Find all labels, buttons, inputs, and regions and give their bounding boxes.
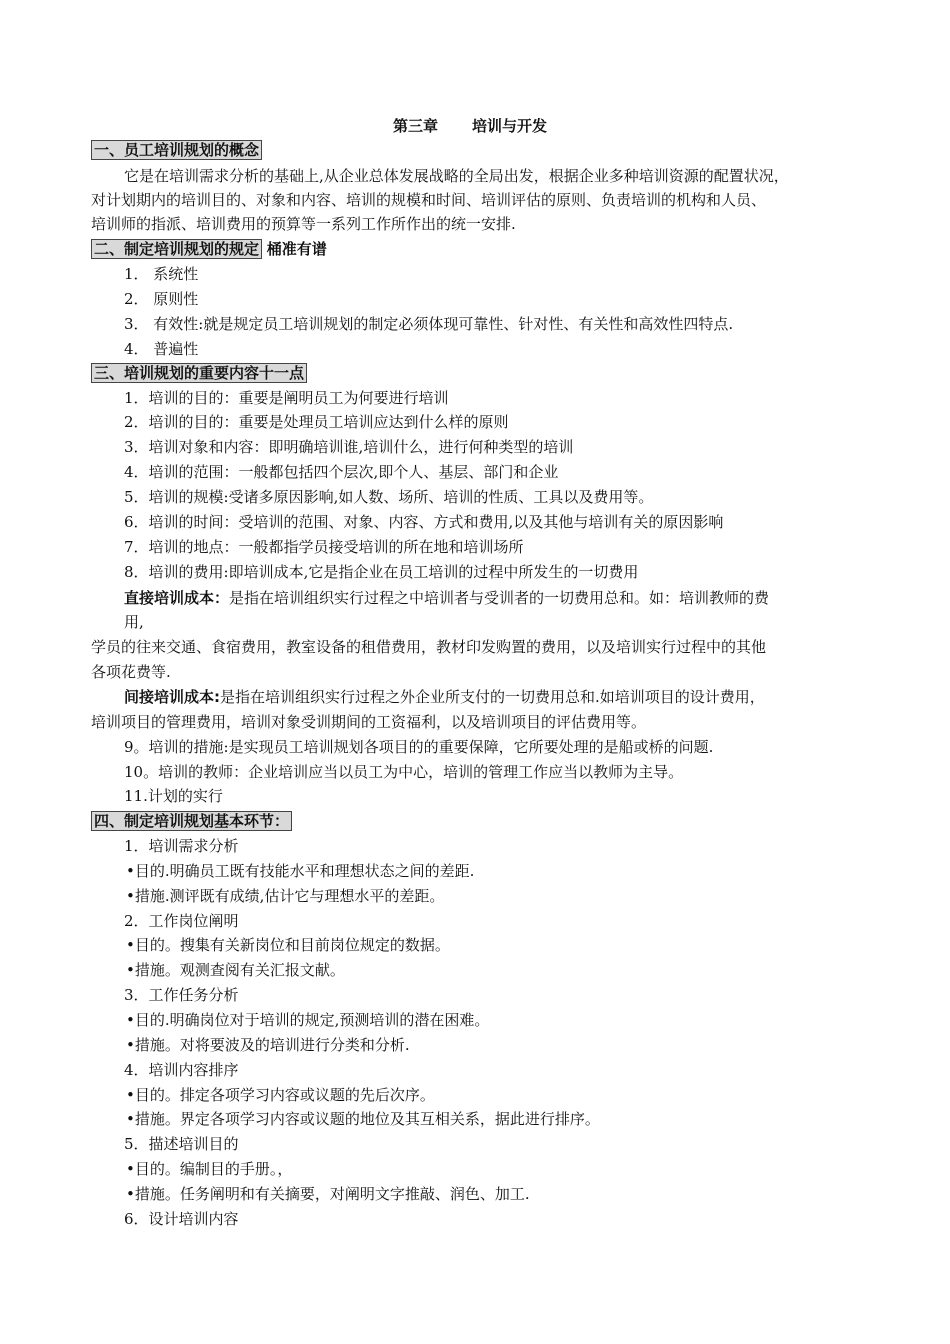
list-item: 6．培训的时间：受培训的范围、对象、内容、方式和费用,以及其他与培训有关的原因影响 [124, 513, 724, 531]
direct-cost-text: 是指在培训组织实行过程之中培训者与受训者的一切费用总和。如：培训教师的费 [229, 589, 770, 607]
step-heading: 5．描述培训目的 [124, 1135, 239, 1153]
bullet-item: •措施。对将要波及的培训进行分类和分析. [126, 1036, 410, 1054]
list-item: 9。培训的措施:是实现员工培训规划各项目的的重要保障，它所要处理的是船或桥的问题. [124, 738, 714, 756]
list-item: 2．培训的目的：重要是处理员工培训应达到什么样的原则 [124, 413, 509, 431]
direct-cost-line: 各项花费等. [91, 663, 171, 681]
step-heading: 4．培训内容排序 [124, 1061, 239, 1079]
list-item: 10。培训的教师：企业培训应当以员工为中心，培训的管理工作应当以教师为主导。 [124, 763, 684, 781]
section-2-heading-line [91, 239, 327, 259]
list-item: 3． 有效性:就是规定员工培训规划的制定必须体现可靠性、针对性、有关性和高效性四特点. [124, 315, 734, 333]
list-item: 1． 系统性 [124, 265, 199, 283]
section-1-para-line: 培训师的指派、培训费用的预算等一系列工作所作出的统一安排. [91, 215, 516, 233]
bullet-item: •措施。界定各项学习内容或议题的地位及其互相关系，据此进行排序。 [126, 1110, 600, 1128]
section-1-para-line: 对计划期内的培训目的、对象和内容、培训的规模和时间、培训评估的原则、负责培训的机构和人员、 [91, 191, 767, 209]
indirect-cost-line [124, 687, 765, 707]
bullet-item: •措施。观测查阅有关汇报文献。 [126, 961, 345, 979]
indirect-cost-line: 培训项目的管理费用，培训对象受训期间的工资福利，以及培训项目的评估费用等。 [91, 713, 647, 731]
section-2-heading-suffix: 桶准有谱 [266, 240, 327, 258]
step-heading: 2．工作岗位阐明 [124, 912, 239, 930]
list-item: 8．培训的费用:即培训成本,它是指企业在员工培训的过程中所发生的一切费用 [124, 563, 639, 581]
section-3-heading-line [91, 363, 307, 383]
step-heading: 1．培训需求分析 [124, 837, 239, 855]
section-2-heading: 二、制定培训规划的规定 [91, 239, 262, 259]
page-title [393, 116, 547, 136]
list-item: 7．培训的地点：一般都指学员接受培训的所在地和培训场所 [124, 538, 524, 556]
direct-cost-label: 直接培训成本： [124, 589, 230, 607]
list-item: 3．培训对象和内容：即明确培训谁,培训什么，进行何种类型的培训 [124, 438, 574, 456]
list-item: 4．培训的范围：一般都包括四个层次,即个人、基层、部门和企业 [124, 463, 559, 481]
list-item: 5．培训的规模:受诸多原因影响,如人数、场所、培训的性质、工具以及费用等。 [124, 488, 654, 506]
indirect-cost-label: 间接培训成本: [124, 688, 220, 706]
direct-cost-line [124, 588, 769, 608]
bullet-item: •目的.明确员工既有技能水平和理想状态之间的差距. [126, 862, 475, 880]
section-4-heading-line [91, 811, 292, 831]
chapter-name: 培训与开发 [472, 117, 548, 135]
list-item: 2． 原则性 [124, 290, 199, 308]
step-heading: 3．工作任务分析 [124, 986, 239, 1004]
list-item: 4． 普遍性 [124, 340, 199, 358]
list-item: 11.计划的实行 [124, 787, 223, 805]
direct-cost-line: 学员的往来交通、食宿费用，教室设备的租借费用，教材印发购置的费用，以及培训实行过程中的其他 [91, 638, 767, 656]
direct-cost-line: 用, [124, 613, 144, 631]
bullet-item: •目的.明确岗位对于培训的规定,预测培训的潜在困难。 [126, 1011, 490, 1029]
section-3-heading: 三、培训规划的重要内容十一点 [91, 363, 307, 383]
bullet-item: •措施.测评既有成绩,估计它与理想水平的差距。 [126, 887, 445, 905]
bullet-item: •目的。排定各项学习内容或议题的先后次序。 [126, 1086, 435, 1104]
indirect-cost-text: 是指在培训组织实行过程之外企业所支付的一切费用总和.如培训项目的设计费用， [220, 688, 765, 706]
chapter-number: 第三章 [393, 117, 439, 135]
section-1-para-line: 它是在培训需求分析的基础上,从企业总体发展战略的全局出发，根据企业多种培训资源的配置状况， [124, 167, 789, 185]
bullet-item: •措施。任务阐明和有关摘要，对阐明文字推敲、润色、加工. [126, 1185, 530, 1203]
step-heading: 6．设计培训内容 [124, 1210, 239, 1228]
bullet-item: •目的。搜集有关新岗位和目前岗位规定的数据。 [126, 936, 450, 954]
list-item: 1．培训的目的：重要是阐明员工为何要进行培训 [124, 389, 449, 407]
section-4-heading: 四、制定培训规划基本环节： [91, 811, 292, 831]
section-1-heading-line [91, 140, 262, 160]
bullet-item: •目的。编制目的手册。， [126, 1160, 293, 1178]
section-1-heading: 一、员工培训规划的概念 [91, 140, 262, 160]
